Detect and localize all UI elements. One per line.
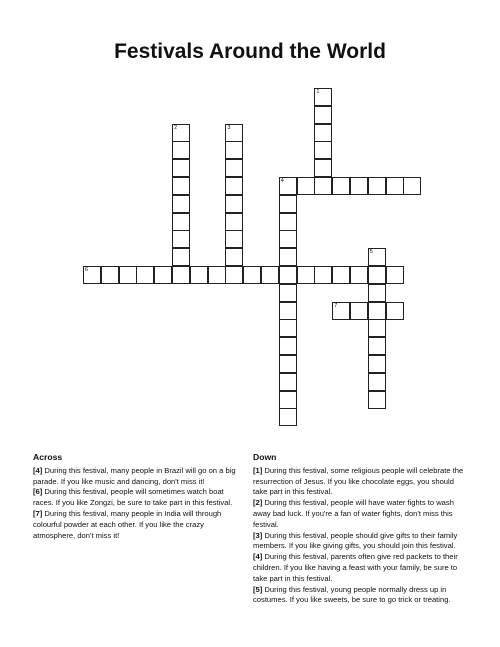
grid-cell[interactable] [314,124,332,142]
grid-cell[interactable] [136,266,154,284]
grid-cell[interactable] [172,266,190,284]
grid-cell[interactable] [279,230,297,248]
grid-cell[interactable] [243,266,261,284]
clue-number: [7] [33,508,43,518]
clue-across-4 [33,466,245,488]
grid-cell[interactable] [332,302,350,320]
grid-cell[interactable] [225,124,243,142]
grid-cell[interactable] [172,195,190,213]
clue-across-6 [33,487,245,509]
grid-cell[interactable] [350,177,368,195]
grid-cell[interactable] [172,159,190,177]
clue-number: [2] [253,498,263,508]
grid-cell[interactable] [332,266,350,284]
clue-text: During this festival, parents often give red packets to their children. If you like having a feast with your family, be sure to take part in this festival. [253,552,458,583]
grid-cell[interactable] [208,266,226,284]
across-clues [33,452,245,541]
clue-down-5 [253,585,469,607]
grid-cell[interactable] [261,266,279,284]
grid-cell[interactable] [279,337,297,355]
cell-number: 5 [369,249,373,256]
grid-cell[interactable] [368,373,386,391]
clue-text: During this festival, some religious people will celebrate the resurrection of Jesus. If you like chocolate eggs, you should take part in this festival. [253,465,464,497]
grid-cell[interactable] [368,337,386,355]
grid-cell[interactable] [386,177,404,195]
clue-number: [4] [33,465,43,475]
clue-number: [4] [253,552,263,562]
grid-cell[interactable] [190,266,208,284]
cell-number: 6 [85,267,89,273]
grid-cell[interactable] [314,88,332,106]
grid-cell[interactable] [225,177,243,195]
grid-cell[interactable] [314,141,332,159]
grid-cell[interactable] [279,284,297,302]
clue-text: During this festival, people will sometimes watch boat races. If you like Zongzi, be sure to take part in this festival. [33,487,233,508]
grid-cell[interactable] [172,141,190,159]
grid-cell[interactable] [225,141,243,159]
grid-cell[interactable] [368,266,386,284]
grid-cell[interactable] [279,195,297,213]
grid-cell[interactable] [225,213,243,231]
clue-text: During this festival, young people normally dress up in costumes. If you like sweets, be sure to go trick or treating. [253,584,451,605]
clue-down-1 [253,466,469,498]
clue-number: [5] [253,584,263,594]
clue-down-3 [253,531,469,553]
grid-cell[interactable] [172,177,190,195]
clue-number: [3] [253,530,263,540]
grid-cell[interactable] [403,177,421,195]
grid-cell[interactable] [225,195,243,213]
grid-cell[interactable] [172,124,190,142]
clue-text: During this festival, people will have water fights to wash away bad luck. If you're a fan of water fights, don't miss this festival. [253,498,454,529]
grid-cell[interactable] [225,266,243,284]
grid-cell[interactable] [279,213,297,231]
cell-number: 7 [334,302,338,309]
grid-cell[interactable] [350,266,368,284]
grid-cell[interactable] [314,159,332,177]
cell-number: 2 [174,124,178,131]
grid-cell[interactable] [368,391,386,409]
grid-cell[interactable] [332,177,350,195]
grid-cell[interactable] [350,302,368,320]
clue-number: [1] [253,465,263,475]
grid-cell[interactable] [279,248,297,266]
grid-cell[interactable] [297,177,315,195]
grid-cell[interactable] [314,177,332,195]
clue-number: [6] [33,487,43,497]
grid-cell[interactable] [83,266,101,284]
clue-down-2 [253,498,469,530]
down-clues [253,452,469,606]
grid-cell[interactable] [279,355,297,373]
grid-cell[interactable] [368,355,386,373]
clue-text: During this festival, many people in India will through colourful powder at each other. If you like the crazy atmosphere, don't miss it! [33,508,222,540]
grid-cell[interactable] [279,373,297,391]
grid-cell[interactable] [279,408,297,426]
cell-number: 4 [280,178,284,184]
grid-cell[interactable] [101,266,119,284]
grid-cell[interactable] [386,302,404,320]
grid-cell[interactable] [119,266,137,284]
grid-cell[interactable] [225,230,243,248]
clue-across-7 [33,509,245,541]
grid-cell[interactable] [279,391,297,409]
cell-number: 3 [227,124,231,131]
page-title: Festivals Around the World [114,40,386,63]
grid-cell[interactable] [279,177,297,195]
grid-cell[interactable] [386,266,404,284]
down-heading: Down [253,452,277,462]
grid-cell[interactable] [172,248,190,266]
grid-cell[interactable] [368,248,386,266]
grid-cell[interactable] [314,106,332,124]
grid-cell[interactable] [172,213,190,231]
grid-cell[interactable] [314,266,332,284]
grid-cell[interactable] [368,319,386,337]
grid-cell[interactable] [154,266,172,284]
grid-cell[interactable] [297,266,315,284]
grid-cell[interactable] [279,302,297,320]
grid-cell[interactable] [172,230,190,248]
clue-text: During this festival, many people in Brazil will go on a big parade. If you like music and dancing, don't miss it! [33,465,236,486]
grid-cell[interactable] [368,177,386,195]
grid-cell[interactable] [225,248,243,266]
grid-cell[interactable] [225,159,243,177]
grid-cell[interactable] [279,319,297,337]
clue-text: During this festival, people should give gifts to their family members. If you like giving gifts, you should join this festival. [253,530,458,551]
clue-down-4 [253,552,469,584]
across-heading: Across [33,452,63,462]
grid-cell[interactable] [368,302,386,320]
cell-number: 1 [316,89,320,95]
grid-cell[interactable] [368,284,386,302]
grid-cell[interactable] [279,266,297,284]
